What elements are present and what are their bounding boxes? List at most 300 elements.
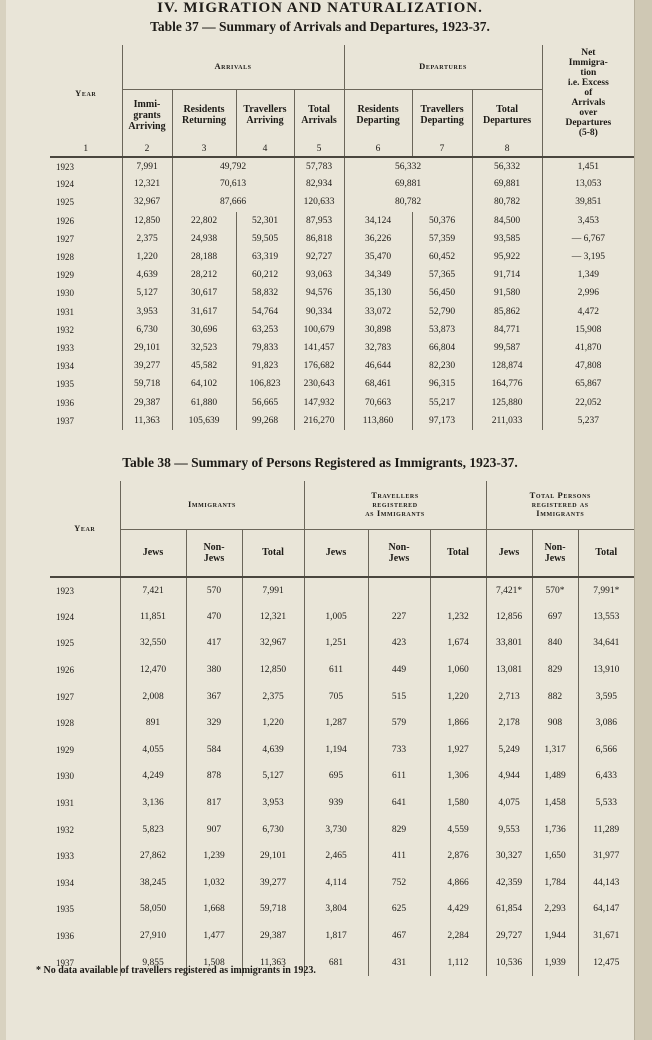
t38-travellers-header: Travellers registered as Immigrants: [304, 481, 486, 529]
t38-nonjews-2-cell: 611: [368, 763, 430, 790]
t38-total-2-cell: 1,220: [430, 683, 486, 710]
t37-immigrants-cell: 11,363: [122, 412, 172, 430]
t37-residents-returning-cell: 32,523: [172, 339, 236, 357]
t37-travellers-arriving-cell: 56,665: [236, 393, 294, 411]
t38-year-cell: 1931: [56, 798, 74, 809]
t37-net-immigration-cell: — 3,195: [542, 248, 634, 266]
t37-col-residents-departing: Residents Departing: [344, 89, 412, 141]
t38-nonjews-2-cell: 733: [368, 737, 430, 764]
t37-total-arrivals-cell: 147,932: [294, 393, 344, 411]
t38-year-cell: 1925: [56, 638, 74, 649]
t38-row: [50, 923, 634, 950]
t37-total-arrivals-cell: 230,643: [294, 375, 344, 393]
t37-year-cell: 1926: [56, 215, 74, 226]
t38-nonjews-1-cell: 367: [186, 683, 242, 710]
t37-net-immigration-cell: 5,237: [542, 412, 634, 430]
t37-total-departures-cell: 85,862: [472, 303, 542, 321]
t38-nonjews-1-cell: 1,032: [186, 870, 242, 897]
t37-net-immigration-cell: 65,867: [542, 375, 634, 393]
t38-total-persons-header: Total Persons registered as Immigrants: [486, 481, 634, 529]
t38-nonjews-2-cell: 829: [368, 816, 430, 843]
t38-nonjews-2-cell: [368, 577, 430, 604]
t37-travellers-arriving-cell: 91,823: [236, 357, 294, 375]
t38-row: [50, 710, 634, 737]
t37-immigrants-cell: 6,730: [122, 321, 172, 339]
t38-year-cell: 1923: [56, 585, 74, 596]
t37-net-immigration-cell: 3,453: [542, 212, 634, 230]
t37-colnum-3: 3: [172, 141, 236, 157]
t38-total-3-cell: 3,086: [578, 710, 634, 737]
t38-total-3-cell: 31,671: [578, 923, 634, 950]
t38-col-nonjews-3: Non- Jews: [532, 529, 578, 577]
t38-row: [50, 896, 634, 923]
t38-total-3-cell: 64,147: [578, 896, 634, 923]
t38-nonjews-1-cell: 584: [186, 737, 242, 764]
t37-col-residents-returning: Residents Returning: [172, 89, 236, 141]
t38-total-1-cell: 1,220: [242, 710, 304, 737]
t38-jews-2-cell: 1,817: [304, 923, 368, 950]
t38-nonjews-3-cell: 829: [532, 657, 578, 684]
t38-total-3-cell: 7,991*: [578, 577, 634, 604]
t37-total-departures-cell: 99,587: [472, 339, 542, 357]
t37-residents-departing-cell: 46,644: [344, 357, 412, 375]
t37-residents-departing-cell: 113,860: [344, 412, 412, 430]
t38-total-1-cell: 29,101: [242, 843, 304, 870]
t37-col-travellers-departing: Travellers Departing: [412, 89, 472, 141]
t37-residents-returning-cell: 22,802: [172, 212, 236, 230]
t37-total-arrivals-cell: 82,934: [294, 175, 344, 193]
t38-jews-1-cell: 891: [120, 710, 186, 737]
t38-jews-2-cell: 1,005: [304, 604, 368, 631]
t37-row: [50, 248, 634, 266]
t37-immigrants-cell: 32,967: [122, 193, 172, 211]
t38-jews-1-cell: 11,851: [120, 604, 186, 631]
t38-nonjews-3-cell: 2,293: [532, 896, 578, 923]
t37-year-cell: 1930: [56, 288, 74, 299]
t37-immigrants-cell: 2,375: [122, 230, 172, 248]
t38-total-1-cell: 12,321: [242, 604, 304, 631]
t37-year-cell: 1937: [56, 415, 74, 426]
t38-jews-3-cell: 13,081: [486, 657, 532, 684]
t38-nonjews-2-cell: 449: [368, 657, 430, 684]
t37-immigrants-cell: 7,991: [122, 157, 172, 175]
t37-travellers-arriving-cell: 79,833: [236, 339, 294, 357]
t38-nonjews-3-cell: 1,736: [532, 816, 578, 843]
t37-total-departures-cell: 84,500: [472, 212, 542, 230]
t37-residents-travellers-arriving-cell: 49,792: [172, 157, 294, 175]
t38-jews-1-cell: 7,421: [120, 577, 186, 604]
t38-jews-3-cell: 61,854: [486, 896, 532, 923]
t37-row: [50, 375, 634, 393]
t37-travellers-departing-cell: 97,173: [412, 412, 472, 430]
t37-immigrants-cell: 29,387: [122, 393, 172, 411]
t37-year-cell: 1928: [56, 252, 74, 263]
t37-residents-returning-cell: 24,938: [172, 230, 236, 248]
t37-travellers-departing-cell: 53,873: [412, 321, 472, 339]
t38-year-cell: 1932: [56, 824, 74, 835]
t38-total-1-cell: 39,277: [242, 870, 304, 897]
t38-jews-2-cell: 3,804: [304, 896, 368, 923]
t38-col-total-1: Total: [242, 529, 304, 577]
t37-residents-travellers-arriving-cell: 87,666: [172, 193, 294, 211]
t38-nonjews-1-cell: 417: [186, 630, 242, 657]
t37-row: [50, 193, 634, 211]
t37-colnum-blank: [542, 141, 634, 157]
t38-total-1-cell: 4,639: [242, 737, 304, 764]
t37-colnum-2: 2: [122, 141, 172, 157]
t37-colnum-4: 4: [236, 141, 294, 157]
t38-year-cell: 1924: [56, 611, 74, 622]
t37-travellers-arriving-cell: 54,764: [236, 303, 294, 321]
t38-row: [50, 577, 634, 604]
t37-total-arrivals-cell: 141,457: [294, 339, 344, 357]
t37-residents-returning-cell: 64,102: [172, 375, 236, 393]
t37-residents-departing-cell: 34,124: [344, 212, 412, 230]
t37-total-arrivals-cell: 176,682: [294, 357, 344, 375]
t37-residents-returning-cell: 61,880: [172, 393, 236, 411]
t38-nonjews-2-cell: 431: [368, 949, 430, 976]
t37-total-departures-cell: 93,585: [472, 230, 542, 248]
t38-row: [50, 657, 634, 684]
t37-row: [50, 321, 634, 339]
t37-residents-returning-cell: 30,696: [172, 321, 236, 339]
t38-year-cell: 1929: [56, 744, 74, 755]
t38-col-total-2: Total: [430, 529, 486, 577]
t37-residents-departing-cell: 70,663: [344, 393, 412, 411]
t37-immigrants-cell: 29,101: [122, 339, 172, 357]
t37-colnum-6: 6: [344, 141, 412, 157]
t37-total-departures-cell: 211,033: [472, 412, 542, 430]
t37-row: [50, 412, 634, 430]
t38-row: [50, 816, 634, 843]
t37-net-immigration-cell: — 6,767: [542, 230, 634, 248]
t37-total-departures-cell: 91,580: [472, 284, 542, 302]
t37-year-cell: 1927: [56, 233, 74, 244]
t38-total-3-cell: 6,433: [578, 763, 634, 790]
t37-total-departures-cell: 84,771: [472, 321, 542, 339]
t38-total-3-cell: 5,533: [578, 790, 634, 817]
t38-year-cell: 1936: [56, 931, 74, 942]
t37-col-travellers-arriving: Travellers Arriving: [236, 89, 294, 141]
t37-colnum-8: 8: [472, 141, 542, 157]
t38-total-2-cell: 1,580: [430, 790, 486, 817]
t38-total-3-cell: 31,977: [578, 843, 634, 870]
t37-travellers-arriving-cell: 58,832: [236, 284, 294, 302]
t37-residents-returning-cell: 45,582: [172, 357, 236, 375]
t38-row: [50, 843, 634, 870]
t38-nonjews-3-cell: 1,317: [532, 737, 578, 764]
t37-travellers-arriving-cell: 63,319: [236, 248, 294, 266]
t38-total-3-cell: 3,595: [578, 683, 634, 710]
t38-row: [50, 630, 634, 657]
t38-year-cell: 1935: [56, 904, 74, 915]
t37-net-immigration-cell: 22,052: [542, 393, 634, 411]
t38-total-1-cell: 32,967: [242, 630, 304, 657]
t38-nonjews-2-cell: 227: [368, 604, 430, 631]
t38-jews-2-cell: 3,730: [304, 816, 368, 843]
t38-nonjews-2-cell: 423: [368, 630, 430, 657]
t37-total-departures-cell: 125,880: [472, 393, 542, 411]
t37-travellers-departing-cell: 66,804: [412, 339, 472, 357]
t37-residents-departing-cell: 32,783: [344, 339, 412, 357]
t37-year-cell: 1931: [56, 306, 74, 317]
t37-col-total-departures: Total Departures: [472, 89, 542, 141]
t37-residents-travellers-departing-cell: 80,782: [344, 193, 472, 211]
t37-row: [50, 393, 634, 411]
t37-total-arrivals-cell: 87,953: [294, 212, 344, 230]
t38-total-2-cell: 1,112: [430, 949, 486, 976]
t38-jews-1-cell: 38,245: [120, 870, 186, 897]
t37-arrivals-header: Arrivals: [122, 45, 344, 89]
t37-residents-travellers-departing-cell: 56,332: [344, 157, 472, 175]
t38-jews-1-cell: 58,050: [120, 896, 186, 923]
t38-total-2-cell: 1,306: [430, 763, 486, 790]
t38-nonjews-1-cell: 470: [186, 604, 242, 631]
t37-colnum-7: 7: [412, 141, 472, 157]
t37-row: [50, 230, 634, 248]
t37-travellers-departing-cell: 82,230: [412, 357, 472, 375]
t37-net-immigration-cell: 1,451: [542, 157, 634, 175]
t38-nonjews-3-cell: 908: [532, 710, 578, 737]
t37-travellers-arriving-cell: 106,823: [236, 375, 294, 393]
t37-row: [50, 266, 634, 284]
t37-immigrants-cell: 1,220: [122, 248, 172, 266]
t38-jews-3-cell: 10,536: [486, 949, 532, 976]
t37-colnum-5: 5: [294, 141, 344, 157]
t38-year-cell: 1926: [56, 665, 74, 676]
t37-year-cell: 1933: [56, 342, 74, 353]
t38-jews-3-cell: 5,249: [486, 737, 532, 764]
t37-travellers-arriving-cell: 60,212: [236, 266, 294, 284]
t37-net-immigration-cell: 2,996: [542, 284, 634, 302]
t38-jews-1-cell: 9,855: [120, 949, 186, 976]
t38-total-2-cell: 1,674: [430, 630, 486, 657]
t38-nonjews-3-cell: 1,784: [532, 870, 578, 897]
t38-nonjews-1-cell: 817: [186, 790, 242, 817]
t38-jews-2-cell: 2,465: [304, 843, 368, 870]
t37-colnum-1: 1: [83, 143, 89, 154]
t37-year-cell: 1932: [56, 324, 74, 335]
t38-row: [50, 763, 634, 790]
t37-net-immigration-header: Net Immigra- tion i.e. Excess of Arrivals over Departures (5-8): [542, 45, 634, 141]
t38-total-3-cell: 34,641: [578, 630, 634, 657]
t38-jews-1-cell: 12,470: [120, 657, 186, 684]
t38-total-1-cell: 59,718: [242, 896, 304, 923]
t37-total-arrivals-cell: 120,633: [294, 193, 344, 211]
t37-net-immigration-cell: 13,053: [542, 175, 634, 193]
t38-nonjews-3-cell: 570*: [532, 577, 578, 604]
t38-nonjews-3-cell: 840: [532, 630, 578, 657]
t37-total-arrivals-cell: 86,818: [294, 230, 344, 248]
table38-title: Table 38 — Summary of Persons Registered as Immigrants, 1923-37.: [122, 455, 518, 470]
document-page: [6, 0, 634, 1040]
t37-row: [50, 212, 634, 230]
t38-row: [50, 683, 634, 710]
t38-col-jews-2: Jews: [304, 529, 368, 577]
t37-residents-returning-cell: 30,617: [172, 284, 236, 302]
t37-residents-returning-cell: 31,617: [172, 303, 236, 321]
t38-total-3-cell: 13,910: [578, 657, 634, 684]
t38-nonjews-2-cell: 625: [368, 896, 430, 923]
t38-total-1-cell: 29,387: [242, 923, 304, 950]
t38-jews-2-cell: 1,251: [304, 630, 368, 657]
t38-col-jews-1: Jews: [120, 529, 186, 577]
t37-travellers-departing-cell: 57,365: [412, 266, 472, 284]
t37-total-departures-cell: 56,332: [472, 157, 542, 175]
t38-jews-2-cell: 4,114: [304, 870, 368, 897]
t38-jews-1-cell: 3,136: [120, 790, 186, 817]
t38-nonjews-2-cell: 467: [368, 923, 430, 950]
t38-nonjews-1-cell: 380: [186, 657, 242, 684]
t38-year-header: Year: [74, 523, 96, 533]
t38-jews-2-cell: [304, 577, 368, 604]
t37-total-arrivals-cell: 90,334: [294, 303, 344, 321]
t38-jews-2-cell: 611: [304, 657, 368, 684]
t37-total-arrivals-cell: 100,679: [294, 321, 344, 339]
t37-col-immigrants-arriving: Immi- grants Arriving: [122, 89, 172, 141]
t37-col-total-arrivals: Total Arrivals: [294, 89, 344, 141]
t38-nonjews-1-cell: 1,477: [186, 923, 242, 950]
t37-travellers-departing-cell: 50,376: [412, 212, 472, 230]
t37-residents-departing-cell: 34,349: [344, 266, 412, 284]
t37-total-departures-cell: 95,922: [472, 248, 542, 266]
t38-year-cell: 1934: [56, 877, 74, 888]
t38-jews-3-cell: 33,801: [486, 630, 532, 657]
t38-nonjews-1-cell: 1,508: [186, 949, 242, 976]
t38-year-cell: 1927: [56, 691, 74, 702]
t37-row: [50, 284, 634, 302]
t38-total-3-cell: 6,566: [578, 737, 634, 764]
t37-residents-departing-cell: 30,898: [344, 321, 412, 339]
t38-nonjews-1-cell: 907: [186, 816, 242, 843]
t38-total-2-cell: 1,060: [430, 657, 486, 684]
t38-total-3-cell: 11,289: [578, 816, 634, 843]
t38-jews-3-cell: 2,178: [486, 710, 532, 737]
t37-travellers-departing-cell: 55,217: [412, 393, 472, 411]
t37-immigrants-cell: 3,953: [122, 303, 172, 321]
t37-residents-returning-cell: 28,212: [172, 266, 236, 284]
t38-nonjews-3-cell: 1,458: [532, 790, 578, 817]
t38-nonjews-2-cell: 411: [368, 843, 430, 870]
t38-jews-1-cell: 4,055: [120, 737, 186, 764]
t37-residents-returning-cell: 105,639: [172, 412, 236, 430]
t38-row: [50, 790, 634, 817]
t38-total-3-cell: 13,553: [578, 604, 634, 631]
t38-col-total-3: Total: [578, 529, 634, 577]
t38-nonjews-3-cell: 1,489: [532, 763, 578, 790]
t38-col-jews-3: Jews: [486, 529, 532, 577]
t37-travellers-arriving-cell: 63,253: [236, 321, 294, 339]
t38-immigrants-header: Immigrants: [120, 481, 304, 529]
t38-nonjews-1-cell: 329: [186, 710, 242, 737]
t38-total-1-cell: 5,127: [242, 763, 304, 790]
t38-nonjews-2-cell: 641: [368, 790, 430, 817]
t37-immigrants-cell: 12,321: [122, 175, 172, 193]
t38-nonjews-1-cell: 878: [186, 763, 242, 790]
t37-total-arrivals-cell: 216,270: [294, 412, 344, 430]
t37-total-departures-cell: 80,782: [472, 193, 542, 211]
t37-residents-returning-cell: 28,188: [172, 248, 236, 266]
t37-total-arrivals-cell: 93,063: [294, 266, 344, 284]
t37-row: [50, 303, 634, 321]
t38-jews-1-cell: 4,249: [120, 763, 186, 790]
t37-net-immigration-cell: 47,808: [542, 357, 634, 375]
t37-residents-travellers-arriving-cell: 70,613: [172, 175, 294, 193]
t37-travellers-departing-cell: 52,790: [412, 303, 472, 321]
t38-nonjews-2-cell: 515: [368, 683, 430, 710]
t37-net-immigration-cell: 15,908: [542, 321, 634, 339]
t37-net-immigration-cell: 4,472: [542, 303, 634, 321]
t37-residents-departing-cell: 33,072: [344, 303, 412, 321]
t38-jews-3-cell: 4,075: [486, 790, 532, 817]
table37: [50, 45, 634, 430]
t37-total-arrivals-cell: 94,576: [294, 284, 344, 302]
t38-total-1-cell: 7,991: [242, 577, 304, 604]
t38-jews-3-cell: 4,944: [486, 763, 532, 790]
t38-col-nonjews-2: Non- Jews: [368, 529, 430, 577]
book-spine: [634, 0, 652, 1040]
t38-jews-3-cell: 42,359: [486, 870, 532, 897]
t38-total-2-cell: 1,232: [430, 604, 486, 631]
t37-immigrants-cell: 5,127: [122, 284, 172, 302]
t37-year-cell: 1934: [56, 361, 74, 372]
t37-travellers-departing-cell: 57,359: [412, 230, 472, 248]
t37-year-header: Year: [75, 87, 97, 98]
t37-year-cell: 1924: [56, 179, 74, 190]
t38-jews-2-cell: 1,194: [304, 737, 368, 764]
t37-net-immigration-cell: 41,870: [542, 339, 634, 357]
t38-jews-1-cell: 32,550: [120, 630, 186, 657]
t38-col-nonjews-1: Non- Jews: [186, 529, 242, 577]
t37-immigrants-cell: 59,718: [122, 375, 172, 393]
t37-total-departures-cell: 91,714: [472, 266, 542, 284]
t38-jews-2-cell: 681: [304, 949, 368, 976]
t37-travellers-departing-cell: 56,450: [412, 284, 472, 302]
t38-jews-1-cell: 2,008: [120, 683, 186, 710]
t37-year-cell: 1929: [56, 270, 74, 281]
t37-net-immigration-cell: 1,349: [542, 266, 634, 284]
t37-residents-departing-cell: 35,130: [344, 284, 412, 302]
t38-row: [50, 604, 634, 631]
t37-total-departures-cell: 128,874: [472, 357, 542, 375]
t38-jews-2-cell: 695: [304, 763, 368, 790]
t38-jews-3-cell: 7,421*: [486, 577, 532, 604]
t38-nonjews-1-cell: 1,239: [186, 843, 242, 870]
t38-total-2-cell: 4,429: [430, 896, 486, 923]
t38-jews-3-cell: 30,327: [486, 843, 532, 870]
t38-total-2-cell: 4,559: [430, 816, 486, 843]
t37-residents-departing-cell: 68,461: [344, 375, 412, 393]
t37-travellers-departing-cell: 96,315: [412, 375, 472, 393]
t37-total-arrivals-cell: 92,727: [294, 248, 344, 266]
t38-row: [50, 737, 634, 764]
t37-total-arrivals-cell: 57,783: [294, 157, 344, 175]
t37-departures-header: Departures: [344, 45, 542, 89]
t37-row: [50, 339, 634, 357]
t37-travellers-arriving-cell: 59,505: [236, 230, 294, 248]
t38-total-1-cell: 6,730: [242, 816, 304, 843]
t38-nonjews-3-cell: 1,650: [532, 843, 578, 870]
t38-row: [50, 870, 634, 897]
t38-total-1-cell: 11,363: [242, 949, 304, 976]
t37-residents-travellers-departing-cell: 69,881: [344, 175, 472, 193]
t37-row: [50, 357, 634, 375]
t38-year-cell: 1928: [56, 718, 74, 729]
t38-jews-2-cell: 939: [304, 790, 368, 817]
t38-nonjews-2-cell: 579: [368, 710, 430, 737]
t37-year-cell: 1936: [56, 397, 74, 408]
footnote: * No data available of travellers registered as immigrants in 1923.: [36, 965, 316, 976]
